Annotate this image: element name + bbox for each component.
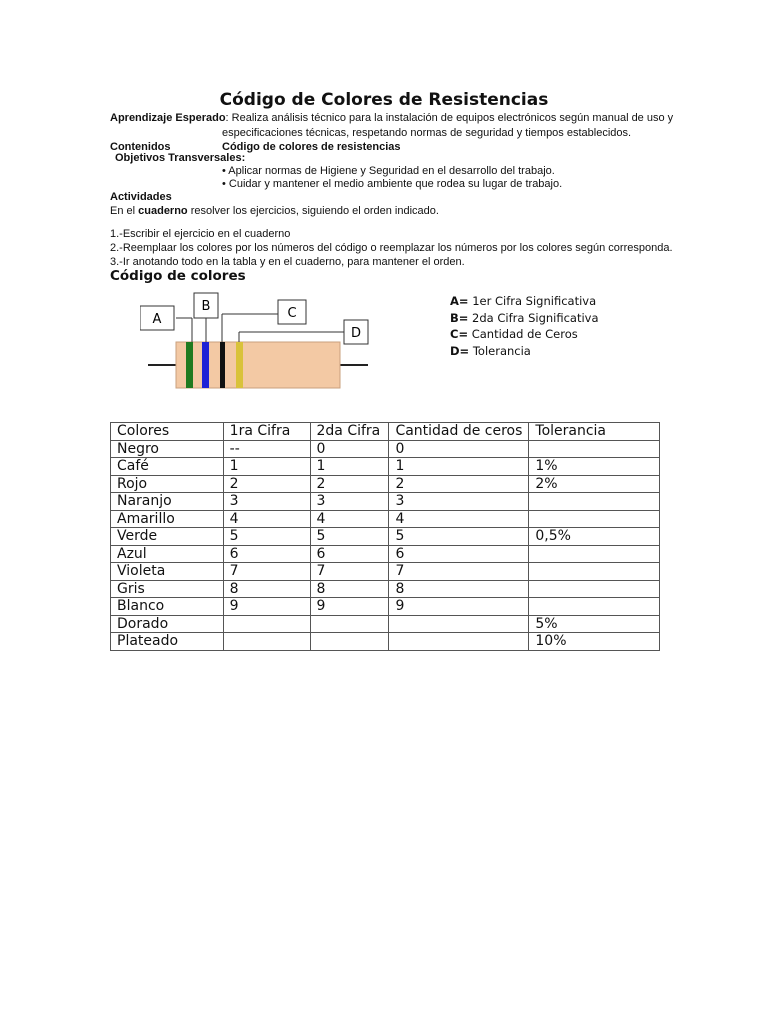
table-header-row (111, 423, 660, 441)
table-cell: 4 (389, 510, 529, 528)
label-a: A (152, 312, 162, 327)
table-cell (223, 633, 310, 651)
resistor-diagram (140, 288, 380, 398)
header-colores: Colores (111, 423, 224, 441)
table-row (111, 475, 660, 493)
table-cell: -- (223, 440, 310, 458)
table-cell: 5% (529, 615, 660, 633)
table-cell: 9 (389, 598, 529, 616)
legend-text: Cantidad de Ceros (468, 327, 578, 341)
legend-text: 2da Cifra Significativa (468, 310, 599, 325)
legend (450, 293, 599, 359)
label-c: C (287, 306, 297, 321)
table-cell: 1 (223, 458, 310, 476)
actividades-intro (110, 205, 439, 217)
table-row (111, 493, 660, 511)
table-cell: 7 (389, 563, 529, 581)
table-cell: 10% (529, 633, 660, 651)
table-cell: 6 (310, 545, 389, 563)
table-cell: 4 (310, 510, 389, 528)
table-cell: Violeta (111, 563, 224, 581)
table-cell: 5 (310, 528, 389, 546)
table-row (111, 458, 660, 476)
table-cell: Naranjo (111, 493, 224, 511)
header-1ra-cifra: 1ra Cifra (223, 423, 310, 441)
legend-item-c (450, 326, 599, 343)
table-cell: 6 (223, 545, 310, 563)
header-cantidad-ceros: Cantidad de ceros (389, 423, 529, 441)
table-cell (529, 598, 660, 616)
table-cell: 3 (223, 493, 310, 511)
table-row (111, 510, 660, 528)
header-2da-cifra: 2da Cifra (310, 423, 389, 441)
intro-bold: cuaderno (138, 205, 188, 217)
table-cell: Gris (111, 580, 224, 598)
band-c (220, 342, 225, 388)
table-cell (223, 615, 310, 633)
table-cell: Rojo (111, 475, 224, 493)
table-cell: Café (111, 458, 224, 476)
table-cell: Dorado (111, 615, 224, 633)
resistor-body (176, 342, 340, 388)
objetivo-item-2: • Cuidar y mantener el medio ambiente que rodea su lugar de trabajo. (222, 178, 563, 190)
legend-item-d (450, 343, 599, 360)
step-2: 2.-Reemplaar los colores por los números del código o reemplazar los números por los colores según corresponda. (110, 242, 673, 254)
aprendizaje-line-1 (110, 112, 673, 124)
table-cell: 8 (223, 580, 310, 598)
table-cell (529, 563, 660, 581)
table-cell: 2 (223, 475, 310, 493)
table-cell: Blanco (111, 598, 224, 616)
table-cell (529, 580, 660, 598)
table-cell: Verde (111, 528, 224, 546)
table-row (111, 615, 660, 633)
table-cell (389, 615, 529, 633)
table-cell: 2% (529, 475, 660, 493)
header-tolerancia: Tolerancia (529, 423, 660, 441)
table-cell: 4 (223, 510, 310, 528)
table-cell: 7 (223, 563, 310, 581)
table-cell: 0,5% (529, 528, 660, 546)
table-cell: 7 (310, 563, 389, 581)
table-row (111, 563, 660, 581)
table-cell (310, 615, 389, 633)
table-cell: 2 (389, 475, 529, 493)
table-cell: 5 (389, 528, 529, 546)
color-code-table (110, 422, 660, 651)
table-cell (529, 493, 660, 511)
contenidos-text: Código de colores de resistencias (222, 141, 401, 153)
intro-post: resolver los ejercicios, siguiendo el orden indicado. (187, 205, 439, 217)
table-cell: 9 (223, 598, 310, 616)
table-cell (389, 633, 529, 651)
table-cell (529, 510, 660, 528)
table-cell: 0 (389, 440, 529, 458)
table-row (111, 545, 660, 563)
table-cell: Azul (111, 545, 224, 563)
step-3: 3.-Ir anotando todo en la tabla y en el cuaderno, para mantener el orden. (110, 256, 465, 268)
band-a (186, 342, 193, 388)
table-cell: 3 (389, 493, 529, 511)
table-cell: 8 (389, 580, 529, 598)
intro-pre: En el (110, 205, 139, 217)
table-row (111, 598, 660, 616)
objetivo-item-1: • Aplicar normas de Higiene y Seguridad en el desarrollo del trabajo. (222, 165, 555, 177)
aprendizaje-line-2: especificaciones técnicas, respetando normas de seguridad y tiempos establecidos. (222, 127, 632, 139)
table-row (111, 528, 660, 546)
table-cell: 1% (529, 458, 660, 476)
table-cell (529, 440, 660, 458)
aprendizaje-text: : Realiza análisis técnico para la instalación de equipos electrónicos según manual de uso y (225, 112, 674, 124)
legend-item-a (450, 293, 599, 310)
legend-key: C= (450, 327, 469, 341)
legend-key: A= (450, 294, 469, 308)
table-cell: Negro (111, 440, 224, 458)
objetivos-label: Objetivos Transversales: (115, 152, 246, 164)
table-cell: Plateado (111, 633, 224, 651)
legend-text: 1er Cifra Significativa (468, 294, 597, 308)
contenidos-label: Contenidos (110, 141, 171, 153)
step-1: 1.-Escribir el ejercicio en el cuaderno (110, 228, 291, 240)
table-row (111, 633, 660, 651)
table-row (111, 440, 660, 458)
codigo-title: Código de colores (110, 268, 246, 284)
table-row (111, 580, 660, 598)
table-cell (310, 633, 389, 651)
table-cell: 9 (310, 598, 389, 616)
legend-item-b (450, 310, 599, 327)
aprendizaje-label: Aprendizaje Esperado (110, 112, 226, 124)
table-cell: 5 (223, 528, 310, 546)
band-b (202, 342, 209, 388)
band-d (236, 342, 243, 388)
label-b: B (201, 299, 211, 314)
table-cell: 0 (310, 440, 389, 458)
actividades-label: Actividades (110, 191, 172, 203)
table-cell: 3 (310, 493, 389, 511)
page-title: Código de Colores de Resistencias (219, 90, 549, 110)
table-cell: Amarillo (111, 510, 224, 528)
table-cell: 2 (310, 475, 389, 493)
table-cell: 1 (310, 458, 389, 476)
legend-key: D= (450, 343, 470, 358)
table-cell (529, 545, 660, 563)
legend-text: Tolerancia (469, 343, 531, 358)
table-cell: 6 (389, 545, 529, 563)
legend-key: B= (450, 310, 469, 325)
table-cell: 8 (310, 580, 389, 598)
table-cell: 1 (389, 458, 529, 476)
label-d: D (350, 326, 362, 341)
